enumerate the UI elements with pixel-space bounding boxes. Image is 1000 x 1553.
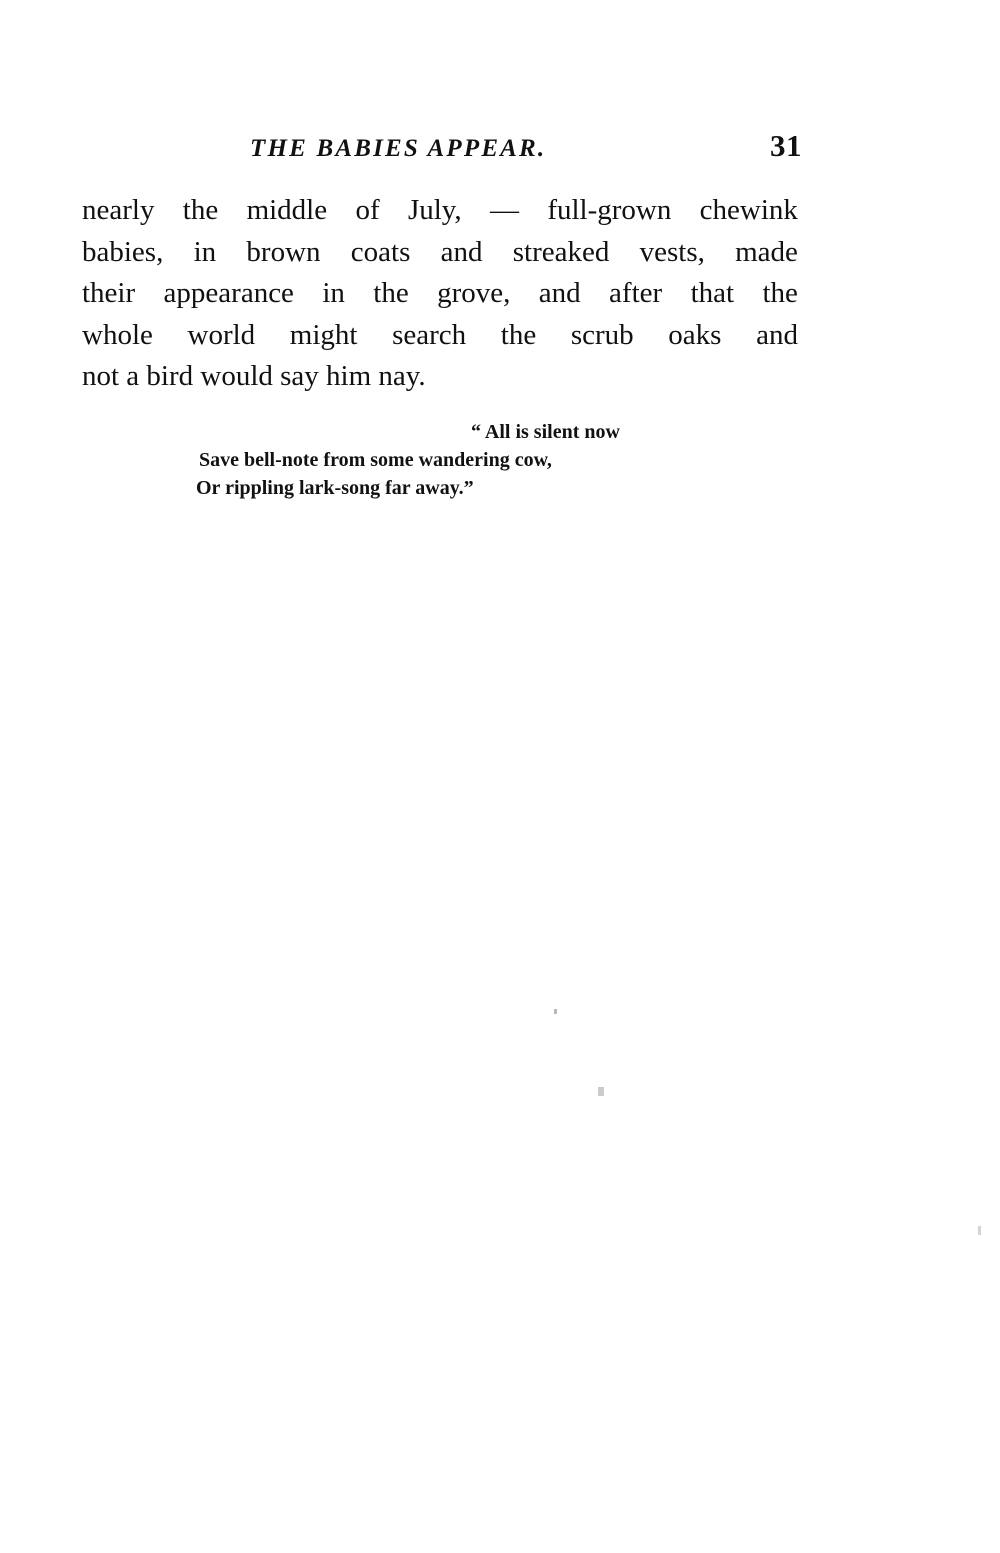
verse-quotation: [196, 418, 816, 502]
body-line: babies, in brown coats and streaked vests, made: [82, 235, 798, 268]
page-speckle: [598, 1087, 604, 1096]
running-head: [85, 128, 800, 164]
verse-line: Save bell-note from some wandering cow,: [199, 449, 552, 471]
page-number: 31: [770, 128, 802, 163]
page-speckle: [978, 1226, 981, 1235]
body-line: not a bird would say him nay.: [82, 360, 426, 392]
verse-line: “ All is silent now: [471, 421, 620, 443]
body-paragraph: [82, 190, 798, 398]
body-line: their appearance in the grove, and after that the: [82, 277, 798, 309]
body-line: nearly the middle of July, — full-grown chewink: [82, 194, 798, 226]
body-line: whole world might search the scrub oaks and: [82, 318, 798, 351]
page-speckle: [554, 1009, 557, 1014]
verse-line: Or rippling lark-song far away.”: [196, 477, 474, 499]
running-head-title: THE BABIES APPEAR.: [250, 135, 547, 162]
